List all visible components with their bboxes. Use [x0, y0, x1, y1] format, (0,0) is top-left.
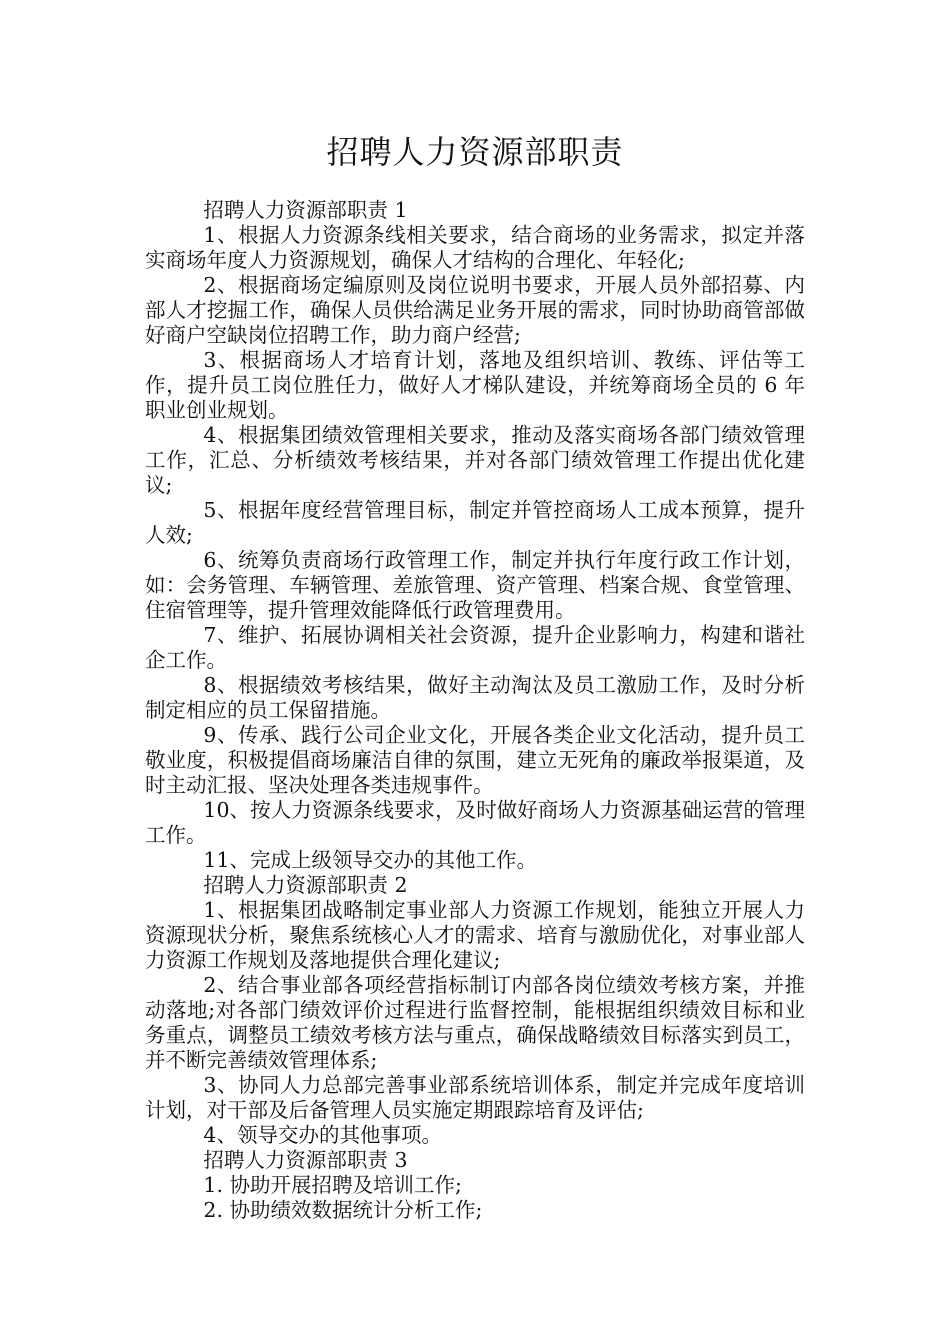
section-heading-1: 招聘人力资源部职责 1	[203, 198, 408, 222]
duty-item: 1、根据集团战略制定事业部人力资源工作规划，能独立开展人力资源现状分析，聚焦系统核心人才的需求、培育与激励优化，对事业部人力资源工作规划及落地提供合理化建议;	[145, 898, 805, 972]
duty-item: 6、统筹负责商场行政管理工作，制定并执行年度行政工作计划，如：会务管理、车辆管理、差旅管理、资产管理、档案合规、食堂管理、住宿管理等，提升管理效能降低行政管理费用。	[145, 548, 805, 622]
section-heading-3: 招聘人力资源部职责 3	[203, 1148, 408, 1172]
duty-item: 4、领导交办的其他事项。	[203, 1123, 442, 1147]
duty-item: 1、根据人力资源条线相关要求，结合商场的业务需求，拟定并落实商场年度人力资源规划，确保人才结构的合理化、年轻化;	[145, 223, 805, 272]
duty-item: 5、根据年度经营管理目标，制定并管控商场人工成本预算，提升人效;	[145, 498, 805, 547]
duty-item: 2、结合事业部各项经营指标制订内部各岗位绩效考核方案，并推动落地;对各部门绩效评价过程进行监督控制，能根据组织绩效目标和业务重点，调整员工绩效考核方法与重点，确保战略绩效目标落实到员工，并不断完善绩效管理体系;	[145, 973, 805, 1072]
duty-item: 2. 协助绩效数据统计分析工作;	[203, 1198, 483, 1222]
duty-item: 3、协同人力总部完善事业部系统培训体系，制定并完成年度培训计划，对干部及后备管理人员实施定期跟踪培育及评估;	[145, 1073, 805, 1122]
duty-item: 7、维护、拓展协调相关社会资源，提升企业影响力，构建和谐社企工作。	[145, 623, 805, 672]
duty-item: 1. 协助开展招聘及培训工作;	[203, 1173, 462, 1197]
duty-item: 9、传承、践行公司企业文化，开展各类企业文化活动，提升员工敬业度，积极提倡商场廉洁自律的氛围，建立无死角的廉政举报渠道，及时主动汇报、坚决处理各类违规事件。	[145, 723, 805, 797]
duty-item: 10、按人力资源条线要求，及时做好商场人力资源基础运营的管理工作。	[145, 798, 805, 847]
duty-item: 4、根据集团绩效管理相关要求，推动及落实商场各部门绩效管理工作，汇总、分析绩效考核结果，并对各部门绩效管理工作提出优化建议;	[145, 423, 805, 497]
duty-item: 3、根据商场人才培育计划，落地及组织培训、教练、评估等工作，提升员工岗位胜任力，做好人才梯队建设，并统筹商场全员的 6 年职业创业规划。	[145, 348, 805, 422]
document-title: 招聘人力资源部职责	[326, 133, 624, 171]
duty-item: 11、完成上级领导交办的其他工作。	[203, 848, 538, 872]
document-body	[145, 198, 805, 1223]
duty-item: 2、根据商场定编原则及岗位说明书要求，开展人员外部招募、内部人才挖掘工作，确保人员供给满足业务开展的需求，同时协助商管部做好商户空缺岗位招聘工作，助力商户经营;	[145, 273, 805, 347]
duty-item: 8、根据绩效考核结果，做好主动淘汰及员工激励工作，及时分析制定相应的员工保留措施。	[145, 673, 805, 722]
section-heading-2: 招聘人力资源部职责 2	[203, 873, 408, 897]
